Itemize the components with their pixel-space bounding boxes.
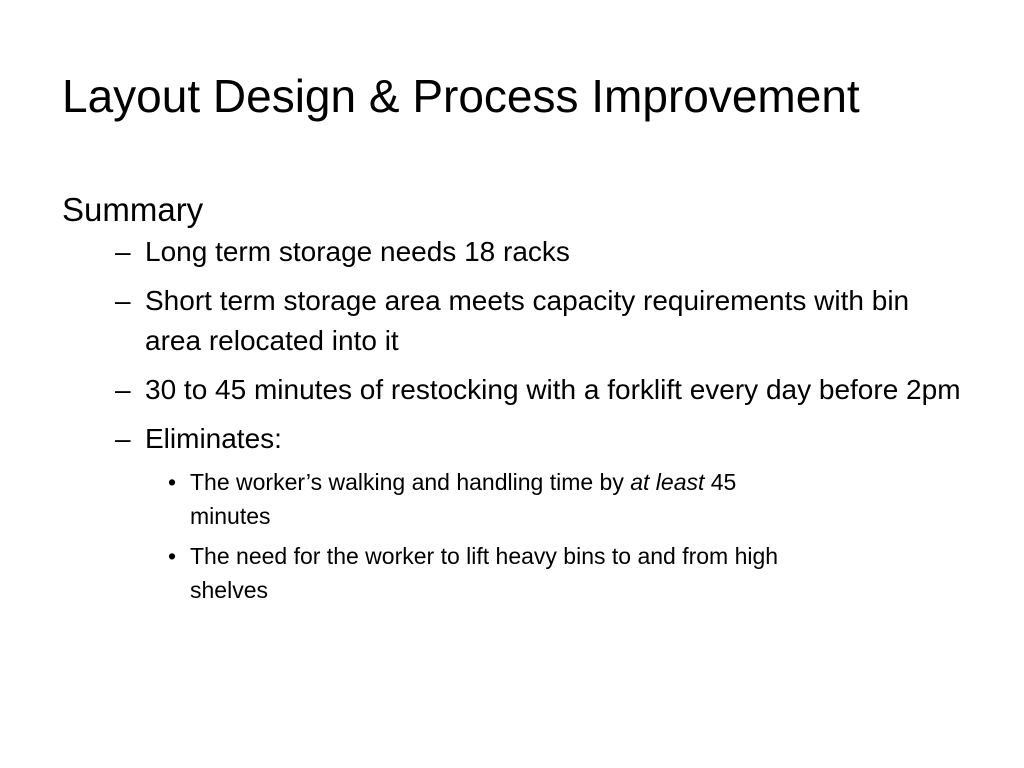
dash-marker: – [115,285,131,316]
list-item-text: Short term storage area meets capacity requirements with bin area relocated into it [145,285,910,356]
summary-list [62,232,972,607]
list-item-text: Eliminates: [145,423,282,454]
sub-item-emphasis: at least [630,469,705,495]
sub-list-item [62,465,810,533]
sub-list-item [62,539,810,607]
sub-item-text-before: The worker’s walking and handling time by [190,469,631,495]
list-item [62,370,972,410]
bullet-marker: • [168,543,177,569]
list-item-text: 30 to 45 minutes of restocking with a forklift every day before 2pm [145,374,961,405]
sub-item-text: The need for the worker to lift heavy bins to and from high shelves [190,543,779,603]
list-item [62,281,972,361]
dash-marker: – [115,236,131,267]
slide-body [62,188,972,607]
list-item-text: Long term storage needs 18 racks [145,236,570,267]
dash-marker: – [115,374,131,405]
summary-heading: Summary [62,191,204,228]
sub-item-text-after: 45 minutes [190,469,737,529]
slide-title: Layout Design & Process Improvement [62,70,860,122]
bullet-marker: • [168,469,177,495]
list-item [62,419,972,607]
sub-list [145,465,972,607]
dash-marker: – [115,423,131,454]
list-item [62,232,972,272]
